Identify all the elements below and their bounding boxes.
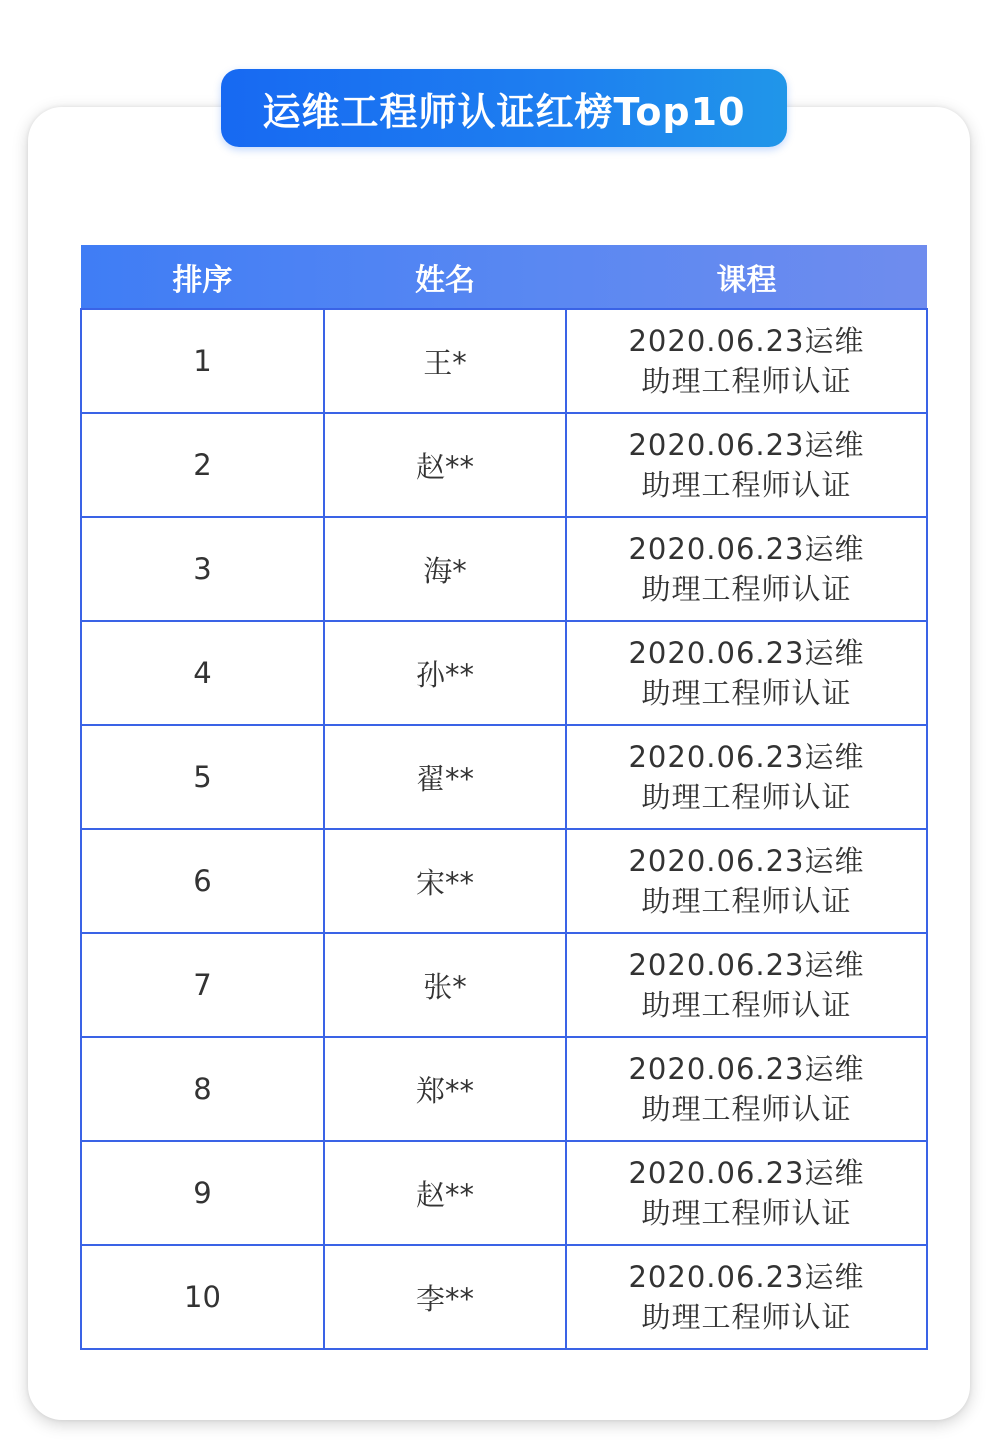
course-line: 助理工程师认证: [641, 988, 852, 1022]
course-cell: [566, 725, 927, 829]
rank-cell: 9: [81, 1141, 324, 1245]
header-course: 课程: [716, 262, 777, 298]
course-line: 助理工程师认证: [641, 468, 852, 502]
course-line: 助理工程师认证: [641, 884, 852, 918]
header-rank: 排序: [172, 262, 233, 298]
table-row: [81, 933, 927, 1037]
name-cell: 翟**: [324, 725, 566, 829]
rank-cell: 7: [81, 933, 324, 1037]
table-row: [81, 517, 927, 621]
name-cell: 赵**: [324, 1141, 566, 1245]
name-cell: 赵**: [324, 413, 566, 517]
rank-cell: 6: [81, 829, 324, 933]
table-row: [81, 1037, 927, 1141]
name-cell: 张*: [324, 933, 566, 1037]
table-row: [81, 621, 927, 725]
course-line: 2020.06.23运维: [628, 1156, 865, 1190]
course-line: 助理工程师认证: [641, 1092, 852, 1126]
rank-cell: 5: [81, 725, 324, 829]
course-cell: [566, 1141, 927, 1245]
name-cell: 宋**: [324, 829, 566, 933]
ranking-table: [80, 245, 928, 1350]
table-row: [81, 1141, 927, 1245]
header-name: 姓名: [415, 262, 475, 298]
course-line: 2020.06.23运维: [628, 532, 865, 566]
course-cell: [566, 309, 927, 413]
table-row: [81, 829, 927, 933]
course-line: 助理工程师认证: [641, 572, 852, 606]
rank-cell: 8: [81, 1037, 324, 1141]
name-cell: 王*: [324, 309, 566, 413]
course-cell: [566, 413, 927, 517]
rank-cell: 10: [81, 1245, 324, 1349]
rank-cell: 4: [81, 621, 324, 725]
course-line: 2020.06.23运维: [628, 844, 865, 878]
name-cell: 孙**: [324, 621, 566, 725]
course-cell: [566, 517, 927, 621]
course-line: 助理工程师认证: [641, 1300, 852, 1334]
course-cell: [566, 1245, 927, 1349]
name-cell: 郑**: [324, 1037, 566, 1141]
rank-cell: 2: [81, 413, 324, 517]
course-line: 助理工程师认证: [641, 676, 852, 710]
course-line: 2020.06.23运维: [628, 1260, 865, 1294]
rank-cell: 1: [81, 309, 324, 413]
course-cell: [566, 829, 927, 933]
table-row: [81, 1245, 927, 1349]
course-line: 助理工程师认证: [641, 780, 852, 814]
course-cell: [566, 1037, 927, 1141]
course-line: 2020.06.23运维: [628, 428, 865, 462]
table-row: [81, 725, 927, 829]
course-line: 助理工程师认证: [641, 1196, 852, 1230]
course-cell: [566, 621, 927, 725]
course-line: 2020.06.23运维: [628, 1052, 865, 1086]
rank-cell: 3: [81, 517, 324, 621]
page-title: 运维工程师认证红榜Top10: [221, 69, 787, 147]
table-header-row: [81, 245, 927, 309]
table-row: [81, 413, 927, 517]
course-line: 2020.06.23运维: [628, 740, 865, 774]
course-line: 2020.06.23运维: [628, 636, 865, 670]
table-row: [81, 309, 927, 413]
name-cell: 海*: [324, 517, 566, 621]
course-line: 2020.06.23运维: [628, 324, 865, 358]
course-line: 2020.06.23运维: [628, 948, 865, 982]
course-line: 助理工程师认证: [641, 364, 852, 398]
name-cell: 李**: [324, 1245, 566, 1349]
course-cell: [566, 933, 927, 1037]
